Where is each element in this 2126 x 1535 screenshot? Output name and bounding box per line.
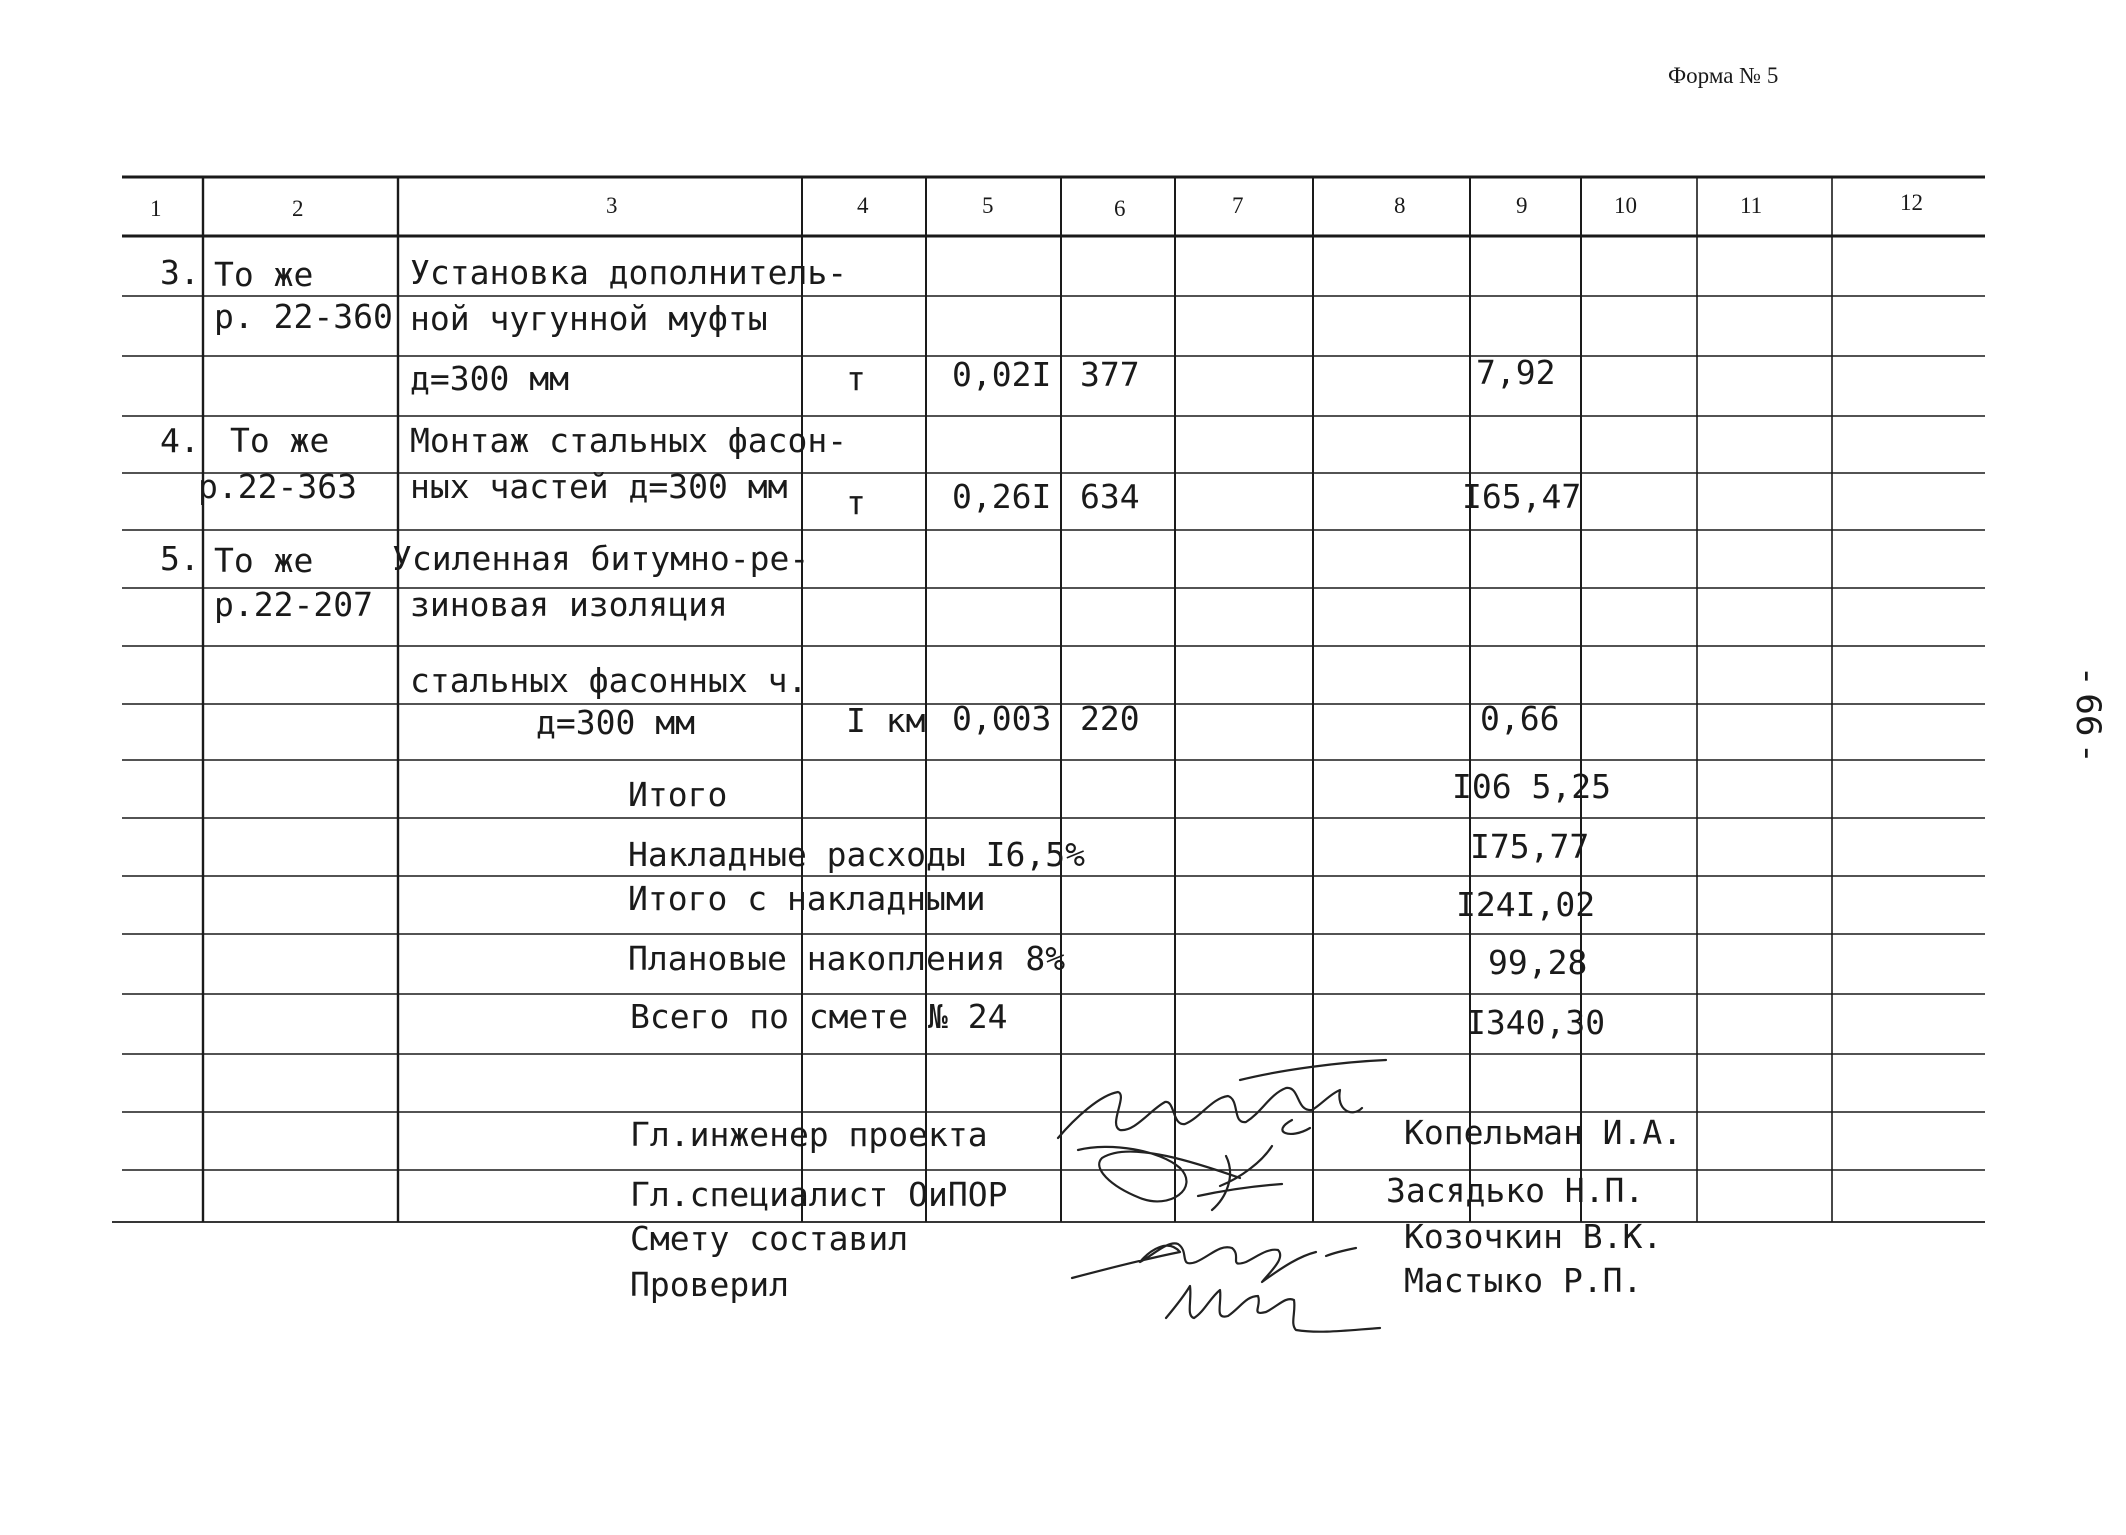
signature-name: Копельман И.А. bbox=[1404, 1113, 1683, 1152]
row-description: ных частей д=300 мм bbox=[410, 467, 788, 506]
signature-role: Проверил bbox=[630, 1265, 789, 1304]
signature-role: Гл.инженер проекта bbox=[630, 1115, 988, 1154]
row-number: 4. bbox=[160, 421, 200, 460]
row-description: ной чугунной муфты bbox=[410, 299, 768, 338]
page-number: - 66 - bbox=[2068, 670, 2108, 760]
row-number: 3. bbox=[160, 253, 200, 292]
column-header-8: 8 bbox=[1394, 193, 1406, 218]
signature-name: Засядько Н.П. bbox=[1386, 1171, 1645, 1210]
row-reference: р. 22-360 bbox=[214, 297, 393, 336]
column-header-12: 12 bbox=[1900, 190, 1923, 215]
row-description: д=300 мм bbox=[536, 703, 695, 742]
row-number: 5. bbox=[160, 539, 200, 578]
row-reference: р.22-207 bbox=[214, 585, 373, 624]
row-description: зиновая изоляция bbox=[410, 585, 728, 624]
row-reference: То же bbox=[230, 421, 330, 460]
row-reference: То же bbox=[214, 255, 314, 294]
row-total: 7,92 bbox=[1476, 353, 1556, 392]
row-unit: т bbox=[846, 483, 866, 522]
column-header-10: 10 bbox=[1614, 193, 1637, 218]
row-price: 220 bbox=[1080, 699, 1140, 738]
row-unit: I км bbox=[846, 701, 926, 740]
column-header-3: 3 bbox=[606, 193, 618, 218]
column-header-9: 9 bbox=[1516, 193, 1528, 218]
row-description: Установка дополнитель- bbox=[410, 253, 848, 292]
row-quantity: 0,02I bbox=[952, 355, 1052, 394]
row-reference: р.22-363 bbox=[198, 467, 357, 506]
summary-label: Плановые накопления 8% bbox=[628, 939, 1066, 978]
row-total: I65,47 bbox=[1462, 477, 1582, 516]
summary-value: 99,28 bbox=[1488, 943, 1588, 982]
row-description: д=300 мм bbox=[410, 359, 569, 398]
row-quantity: 0,26I bbox=[952, 477, 1052, 516]
row-unit: т bbox=[846, 359, 866, 398]
row-price: 634 bbox=[1080, 477, 1140, 516]
form-label: Форма № 5 bbox=[1668, 63, 1779, 88]
column-header-7: 7 bbox=[1232, 193, 1244, 218]
row-description: Монтаж стальных фасон- bbox=[410, 421, 848, 460]
column-header-4: 4 bbox=[857, 193, 869, 218]
summary-value: I340,30 bbox=[1466, 1003, 1606, 1042]
summary-value: I06 5,25 bbox=[1452, 767, 1611, 806]
column-header-5: 5 bbox=[982, 193, 994, 218]
column-header-1: 1 bbox=[150, 196, 162, 221]
summary-label: Всего по смете № 24 bbox=[630, 997, 1008, 1036]
column-header-11: 11 bbox=[1740, 193, 1763, 218]
summary-value: I24I,02 bbox=[1456, 885, 1596, 924]
signature-name: Мастыко Р.П. bbox=[1404, 1261, 1643, 1300]
signature-role: Гл.специалист ОиПОР bbox=[630, 1175, 1008, 1214]
summary-label: Накладные расходы I6,5% bbox=[628, 835, 1085, 874]
summary-value: I75,77 bbox=[1470, 827, 1590, 866]
column-header-2: 2 bbox=[292, 196, 304, 221]
row-total: 0,66 bbox=[1480, 699, 1560, 738]
signature-role: Смету составил bbox=[630, 1219, 909, 1258]
row-reference: То же bbox=[214, 541, 314, 580]
signature-name: Козочкин В.К. bbox=[1404, 1217, 1663, 1256]
row-description: Усиленная битумно-ре- bbox=[392, 539, 810, 578]
summary-label: Итого bbox=[628, 775, 728, 814]
column-header-6: 6 bbox=[1114, 196, 1126, 221]
row-description: стальных фасонных ч. bbox=[410, 661, 808, 700]
summary-label: Итого с накладными bbox=[628, 879, 986, 918]
row-price: 377 bbox=[1080, 355, 1140, 394]
row-quantity: 0,003 bbox=[952, 699, 1052, 738]
